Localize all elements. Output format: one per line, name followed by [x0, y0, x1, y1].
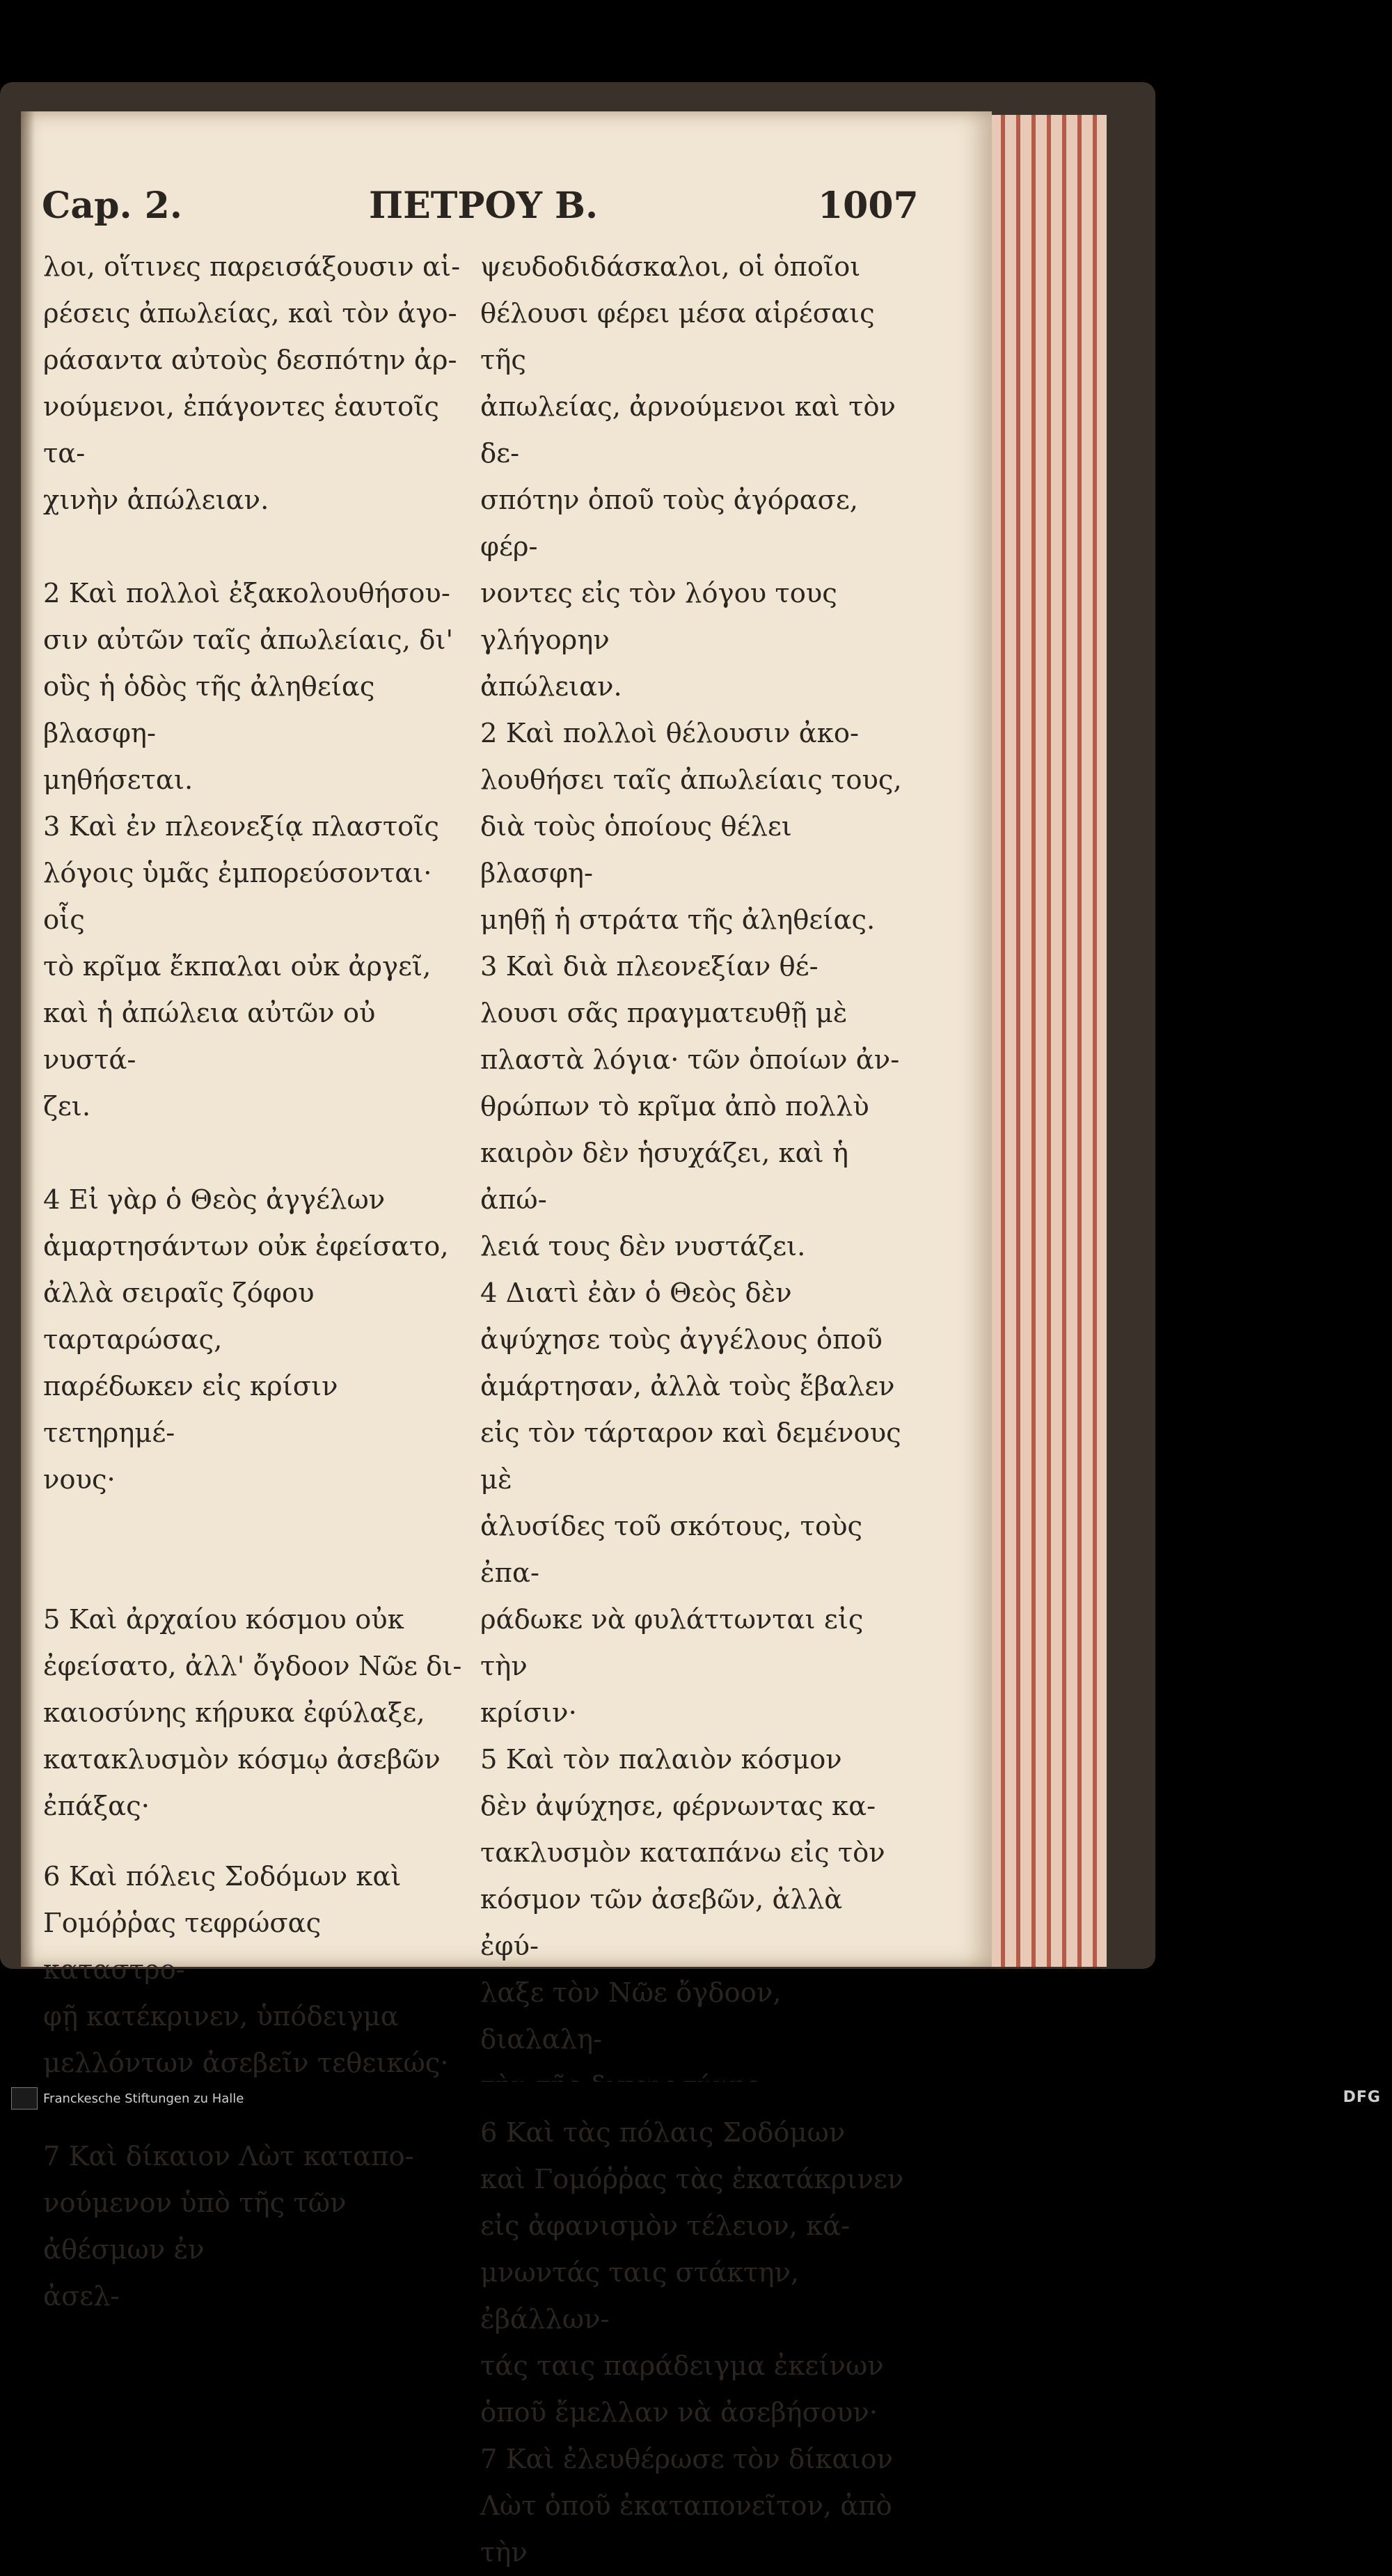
verse-6: 6 Καὶ τὰς πόλαις Σοδόμων καὶ Γομόῤῥας τὰς ἐκατάκρινεν εἰς ἀφανισμὸν τέλειον, κά- μνωντάς ταις στάκτην, ἐβάλλων- τάς ταις παράδειγμα ἐκείνων ὁποῦ ἔμελλαν νὰ ἀσεβήσουν· [480, 2117, 904, 2428]
verse-5: 5 Καὶ τὸν παλαιὸν κόσμον δὲν ἀψύχησε, φέρνωντας κα- τακλυσμὸν καταπάνω εἰς τὸν κόσμον τῶν ἀσεβῶν, ἀλλὰ ἐφύ- λαξε τὸν Νῶε ὄγδοον, διαλαλη- [480, 1744, 885, 2055]
page-number: 1007 [818, 184, 919, 227]
verse-2: 2 Καὶ πολλοὶ ἐξακολουθήσου- σιν αὐτῶν ταῖς ἀπωλείαις, δι' οὓς ἡ ὁδὸς τῆς ἀληθείας βλασφη- μηθήσεται. [43, 578, 454, 796]
greek-text-column [43, 244, 468, 2320]
viewer-footer [0, 2082, 1392, 2114]
verse-5: 5 Καὶ ἀρχαίου κόσμου οὐκ ἐφείσατο, ἀλλ' ὄγδοον Νῶε δι- καιοσύνης κήρυκα ἐφύλαξε, κατακλυσμὸν κόσμῳ ἀσεβῶν ἐπάξας· [43, 1604, 462, 1822]
verse-4: 4 Διατὶ ἐὰν ὁ Θεὸς δὲν ἀψύχησε τοὺς ἀγγέλους ὁποῦ ἁμάρτησαν, ἀλλὰ τοὺς ἔβαλεν εἰς τὸν τάρταρον καὶ δεμένους μὲ ἁλυσίδες τοῦ σκότους, τοὺς ἐπα- ράδωκε νὰ φυλάττωνται εἰς τὴν κρίσιν· [480, 1278, 901, 1729]
verse-7: 7 Καὶ ἐλευθέρωσε τὸν δίκαιον Λὼτ ὁποῦ ἐκαταπονεῖτον, ἀπὸ τὴν [480, 2444, 893, 2568]
page-edges [988, 115, 1107, 1967]
verse-4: 4 Εἰ γὰρ ὁ Θεὸς ἀγγέλων ἁμαρτησάντων οὐκ ἐφείσατο, ἀλλὰ σειραῖς ζόφου ταρταρώσας, παρέδωκεν εἰς κρίσιν τετηρημέ- νους· [43, 1184, 449, 1495]
verse-3: 3 Καὶ διὰ πλεονεξίαν θέ- λουσι σᾶς πραγματευθῇ μὲ πλαστὰ λόγια· τῶν ὁποίων ἀν- θρώπων τὸ κρῖμα ἀπὸ πολλὺ καιρὸν δὲν ἡσυχάζει, καὶ ἡ ἀπώ- λειά τους δὲν νυστάζει. [480, 951, 900, 1262]
verse-3: 3 Καὶ ἐν πλεονεξίᾳ πλαστοῖς λόγοις ὑμᾶς ἐμπορεύσονται· οἷς τὸ κρῖμα ἔκπαλαι οὐκ ἀργεῖ, καὶ ἡ ἀπώλεια αὐτῶν οὐ νυστά- ζει. [43, 811, 439, 1122]
running-header [42, 184, 919, 240]
verse-7: 7 Καὶ δίκαιον Λὼτ καταπο- νούμενον ὑπὸ τῆς τῶν ἀθέσμων ἐν ἀσελ- [43, 2141, 414, 2312]
institution-logo-icon [11, 2087, 38, 2110]
vernacular-text-column [480, 244, 905, 2576]
page-gutter-shadow [21, 111, 35, 1967]
verse-6: 6 Καὶ πόλεις Σοδόμων καὶ Γομόῤῥας τεφρώσας καταστρο- φῇ κατέκρινεν, ὑπόδειγμα μελλόντων ἀσεβεῖν τεθεικώς· [43, 1861, 449, 2079]
running-title: ΠΕΤΡΟΥ Β. [369, 184, 599, 227]
verse-1-continuation: ψευδοδιδάσκαλοι, οἱ ὁποῖοι θέλουσι φέρει μέσα αἱρέσαις τῆς ἀπωλείας, ἀρνούμενοι καὶ τὸν δε- σπότην ὁποῦ τοὺς ἀγόρασε, φέρ- νοντες εἰς τὸν λόγου τους γλήγορην ἀπώλειαν. [480, 251, 896, 702]
chapter-label: Cap. 2. [42, 184, 182, 227]
institution-name: Franckesche Stiftungen zu Halle [43, 2091, 244, 2106]
dfg-logo: DFG [1343, 2089, 1381, 2106]
verse-1-continuation: λοι, οἵτινες παρεισάξουσιν αἱ- ρέσεις ἀπωλείας, καὶ τὸν ἀγο- ράσαντα αὐτοὺς δεσπότην ἀρ- νούμενοι, ἐπάγοντες ἑαυτοῖς τα- χινὴν ἀπώλειαν. [43, 251, 461, 516]
verse-2: 2 Καὶ πολλοὶ θέλουσιν ἀκο- λουθήσει ταῖς ἀπωλείαις τους, διὰ τοὺς ὁποίους θέλει βλασφη- μηθῇ ἡ στράτα τῆς ἀληθείας. [480, 718, 902, 936]
